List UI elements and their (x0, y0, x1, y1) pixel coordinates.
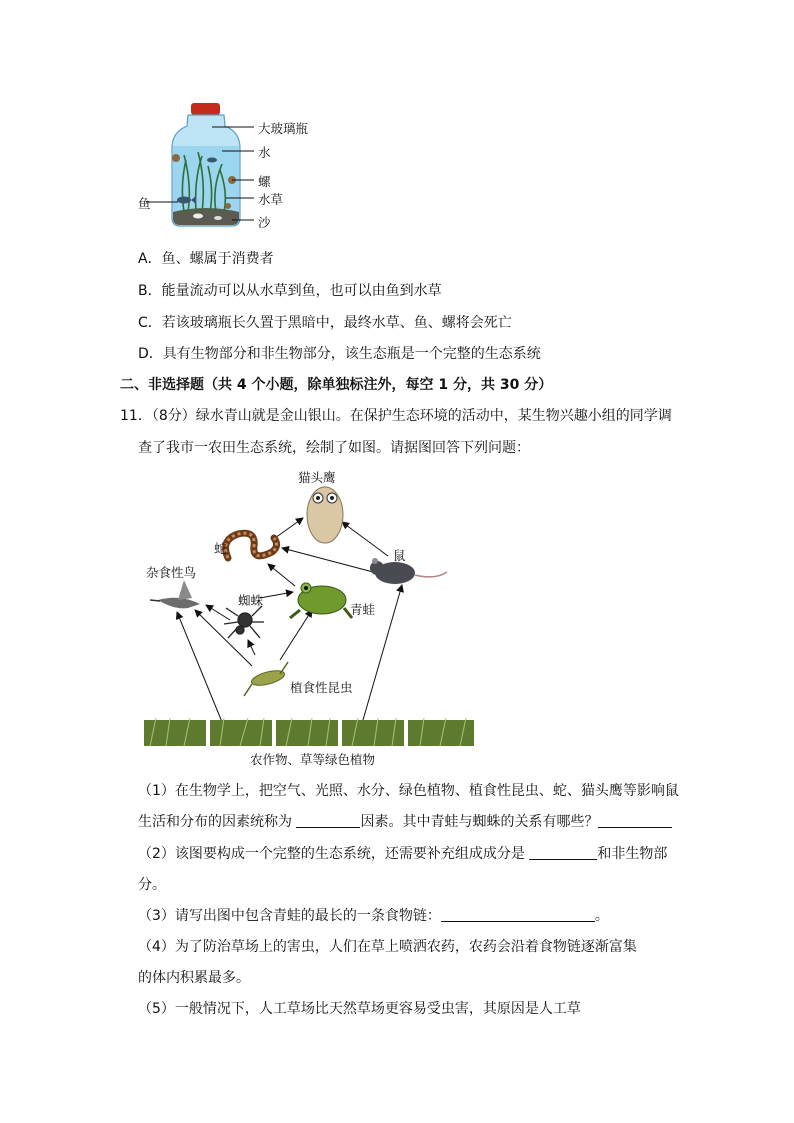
label-owl: 猫头鹰 (298, 470, 336, 485)
bird-icon (150, 580, 200, 608)
owl-icon (307, 487, 343, 543)
snake-icon (226, 533, 277, 558)
frog-icon (290, 583, 352, 618)
answer-blank-1[interactable] (296, 813, 360, 828)
q2-text-post: 和非生物部 (597, 846, 668, 862)
section-title: 二、非选择题（共 4 个小题，除单独标注外，每空 1 分，共 30 分） (120, 377, 553, 393)
answer-blank-2[interactable] (598, 813, 672, 828)
q1-line1: （1）在生物学上，把空气、光照、水分、绿色植物、植食性昆虫、蛇、猫头鹰等影响鼠 (138, 783, 679, 799)
green-plants-icon (144, 718, 474, 746)
option-a: A．鱼、螺属于消费者 (138, 251, 274, 267)
q3-text-post: 。 (594, 908, 609, 924)
q1-line2 (138, 811, 672, 831)
answer-blank-3[interactable] (529, 845, 597, 860)
q4-line1: （4）为了防治草场上的害虫，人们在草上喷洒农药，农药会沿着食物链逐渐富集 (138, 939, 637, 955)
answer-blank-4[interactable] (441, 907, 595, 922)
label-plants: 农作物、草等绿色植物 (250, 752, 376, 767)
q3-text-pre: （3）请写出图中包含青蛙的最长的一条食物链： (138, 908, 441, 924)
label-water: 水 (258, 145, 271, 160)
food-web-diagram (140, 460, 480, 760)
label-glass: 大玻璃瓶 (258, 121, 309, 136)
spider-icon (224, 606, 264, 638)
option-d: D．具有生物部分和非生物部分，该生态瓶是一个完整的生态系统 (138, 346, 541, 362)
q2-line2: 分。 (138, 877, 166, 893)
label-frog: 青蛙 (350, 602, 376, 617)
label-insect: 植食性昆虫 (290, 680, 353, 695)
q2-line1 (138, 843, 667, 863)
insect-icon (244, 662, 288, 696)
option-c: C．若该玻璃瓶长久置于黑暗中，最终水草、鱼、螺将会死亡 (138, 315, 512, 331)
q5-line1: （5）一般情况下，人工草场比天然草场更容易受虫害，其原因是人工草 (138, 1001, 581, 1017)
question-11-line1: 11．（8分）绿水青山就是金山银山。在保护生态环境的活动中，某生物兴趣小组的同学调 (120, 408, 672, 424)
label-bird: 杂食性鸟 (146, 565, 197, 580)
label-snail: 螺 (258, 174, 271, 189)
label-snake: 蛇 (214, 541, 227, 556)
q1-text-mid: 因素。其中青蛙与蜘蛛的关系有哪些？ (360, 814, 599, 830)
label-spider: 蜘蛛 (238, 593, 264, 608)
label-mouse: 鼠 (393, 548, 406, 563)
q2-text-pre: （2）该图要构成一个完整的生态系统，还需要补充组成成分是 (138, 846, 530, 862)
q3-line (138, 905, 609, 925)
label-sand: 沙 (258, 215, 271, 230)
mouse-icon (370, 558, 447, 584)
q4-line2: 的体内积累最多。 (138, 970, 250, 986)
label-grass: 水草 (258, 192, 284, 207)
label-fish: 鱼 (138, 196, 151, 211)
option-b: B．能量流动可以从水草到鱼，也可以由鱼到水草 (138, 283, 442, 299)
q1-text-pre: 生活和分布的因素统称为 (138, 814, 297, 830)
question-11-line2: 查了我市一农田生态系统，绘制了如图。请据图回答下列问题： (138, 440, 530, 456)
